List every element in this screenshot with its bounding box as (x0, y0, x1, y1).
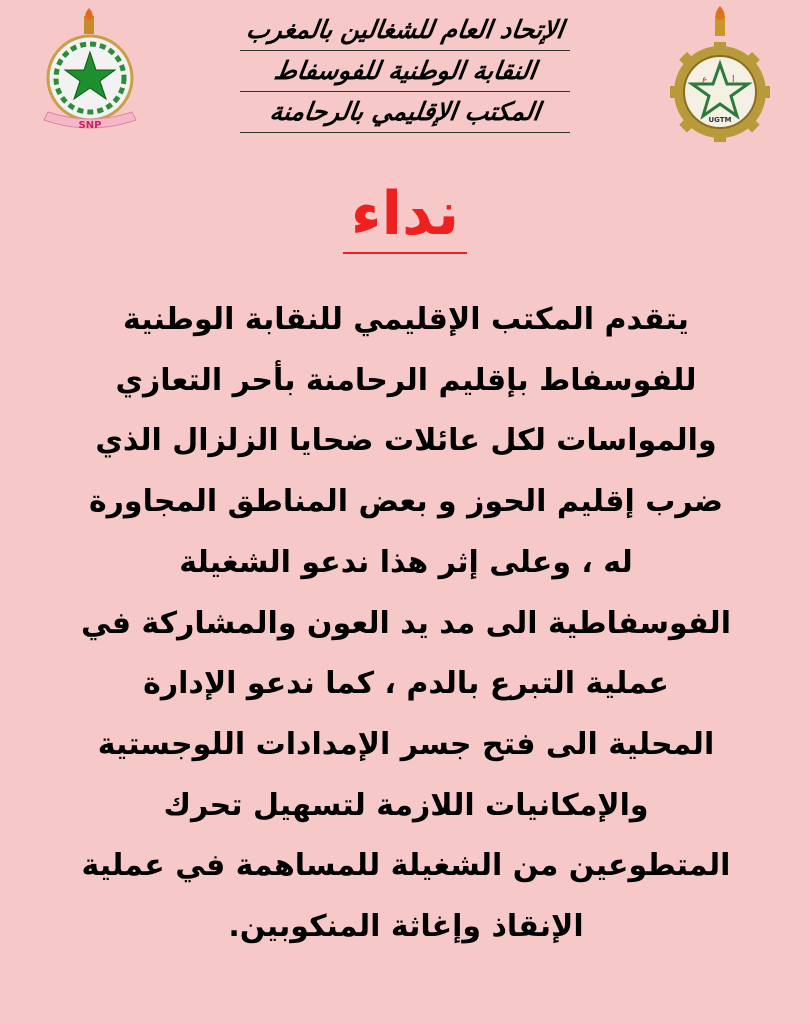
header-divider (240, 132, 570, 133)
body-line: ضرب إقليم الحوز و بعض المناطق المجاورة (88, 484, 724, 520)
body-line: له ، وعلى إثر هذا ندعو الشغيلة (179, 544, 633, 580)
svg-text:ا: ا (732, 75, 735, 85)
appeal-title: نداء (343, 178, 467, 254)
body-line: المتطوعين من الشغيلة للمساهمة في عملية (81, 848, 731, 884)
body-line: والإمكانيات اللازمة لتسهيل تحرك (163, 787, 649, 823)
ugtm-logo (664, 6, 776, 142)
ugtm-gear-star-icon (664, 6, 776, 142)
appeal-body (58, 290, 754, 958)
svg-text:ع: ع (702, 75, 708, 85)
body-line: للفوسفاط بإقليم الرحامنة بأحر التعازي (115, 362, 697, 398)
snp-logo-text: SNP (78, 120, 102, 131)
appeal-title-container (0, 178, 810, 254)
organization-header (210, 10, 600, 133)
ugtm-logo-text: UGTM (708, 116, 732, 124)
body-line: يتقدم المكتب الإقليمي للنقابة الوطنية (123, 302, 689, 337)
body-line: عملية التبرع بالدم ، كما ندعو الإدارة (143, 666, 669, 702)
body-line: المحلية الى فتح جسر الإمدادات اللوجستية (97, 726, 715, 762)
header-line-syndicate: النقابة الوطنية للفوسفاط (272, 56, 538, 85)
body-line: الإنقاذ وإغاثة المنكوبين. (228, 909, 584, 945)
body-line: الفوسفاطية الى مد يد العون والمشاركة في (81, 605, 731, 641)
body-line: والمواسات لكل عائلات ضحايا الزلزال الذي (95, 423, 717, 459)
snp-star-wreath-icon (34, 8, 146, 138)
header-line-union: الإتحاد العام للشغالين بالمغرب (244, 15, 566, 44)
header-line-office: المكتب الإقليمي بالرحامنة (268, 97, 543, 126)
snp-logo (34, 8, 146, 138)
